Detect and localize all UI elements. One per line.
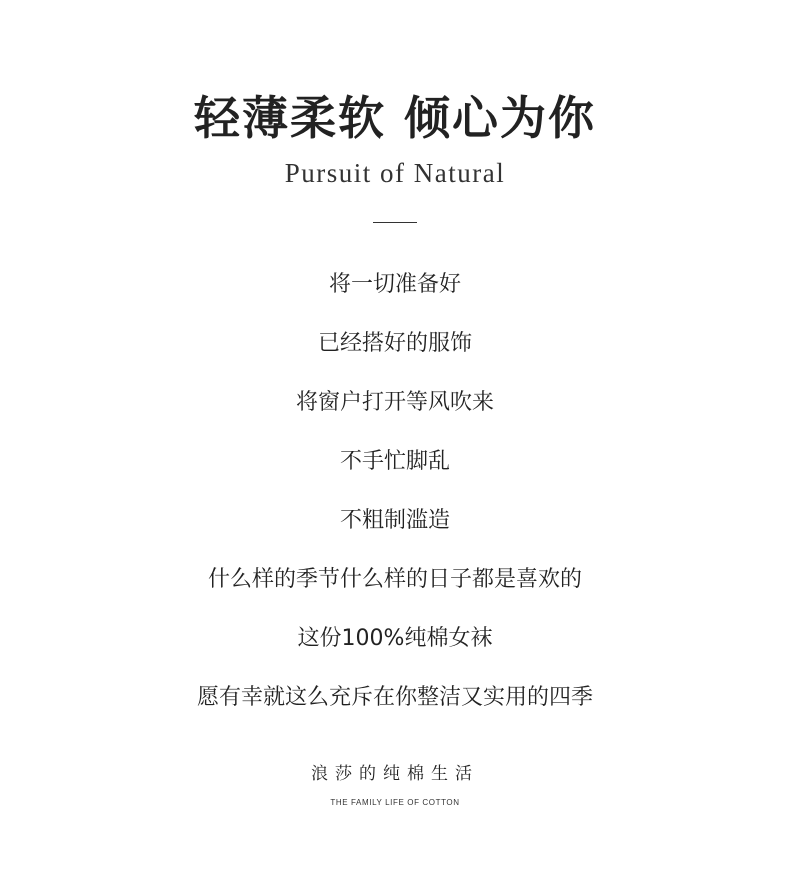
subheadline: Pursuit of Natural xyxy=(284,158,506,188)
divider xyxy=(373,222,417,223)
poem-line: 已经搭好的服饰 xyxy=(317,331,472,356)
headline: 轻薄柔软 倾心为你 xyxy=(193,91,596,145)
poem-line: 不粗制滥造 xyxy=(339,508,450,533)
poem-line: 愿有幸就这么充斥在你整洁又实用的四季 xyxy=(196,685,593,710)
poem xyxy=(0,264,790,736)
brand-name-en: THE FAMILY LIFE OF COTTON xyxy=(330,798,460,807)
poem-line: 这份100%纯棉女袜 xyxy=(297,626,493,651)
poem-line: 将窗户打开等风吹来 xyxy=(295,390,494,415)
poem-line: 将一切准备好 xyxy=(328,272,461,297)
poem-line: 不手忙脚乱 xyxy=(339,449,450,474)
brand-name-cn: 浪莎的纯棉生活 xyxy=(311,764,479,784)
poem-line: 什么样的季节什么样的日子都是喜欢的 xyxy=(207,567,582,592)
